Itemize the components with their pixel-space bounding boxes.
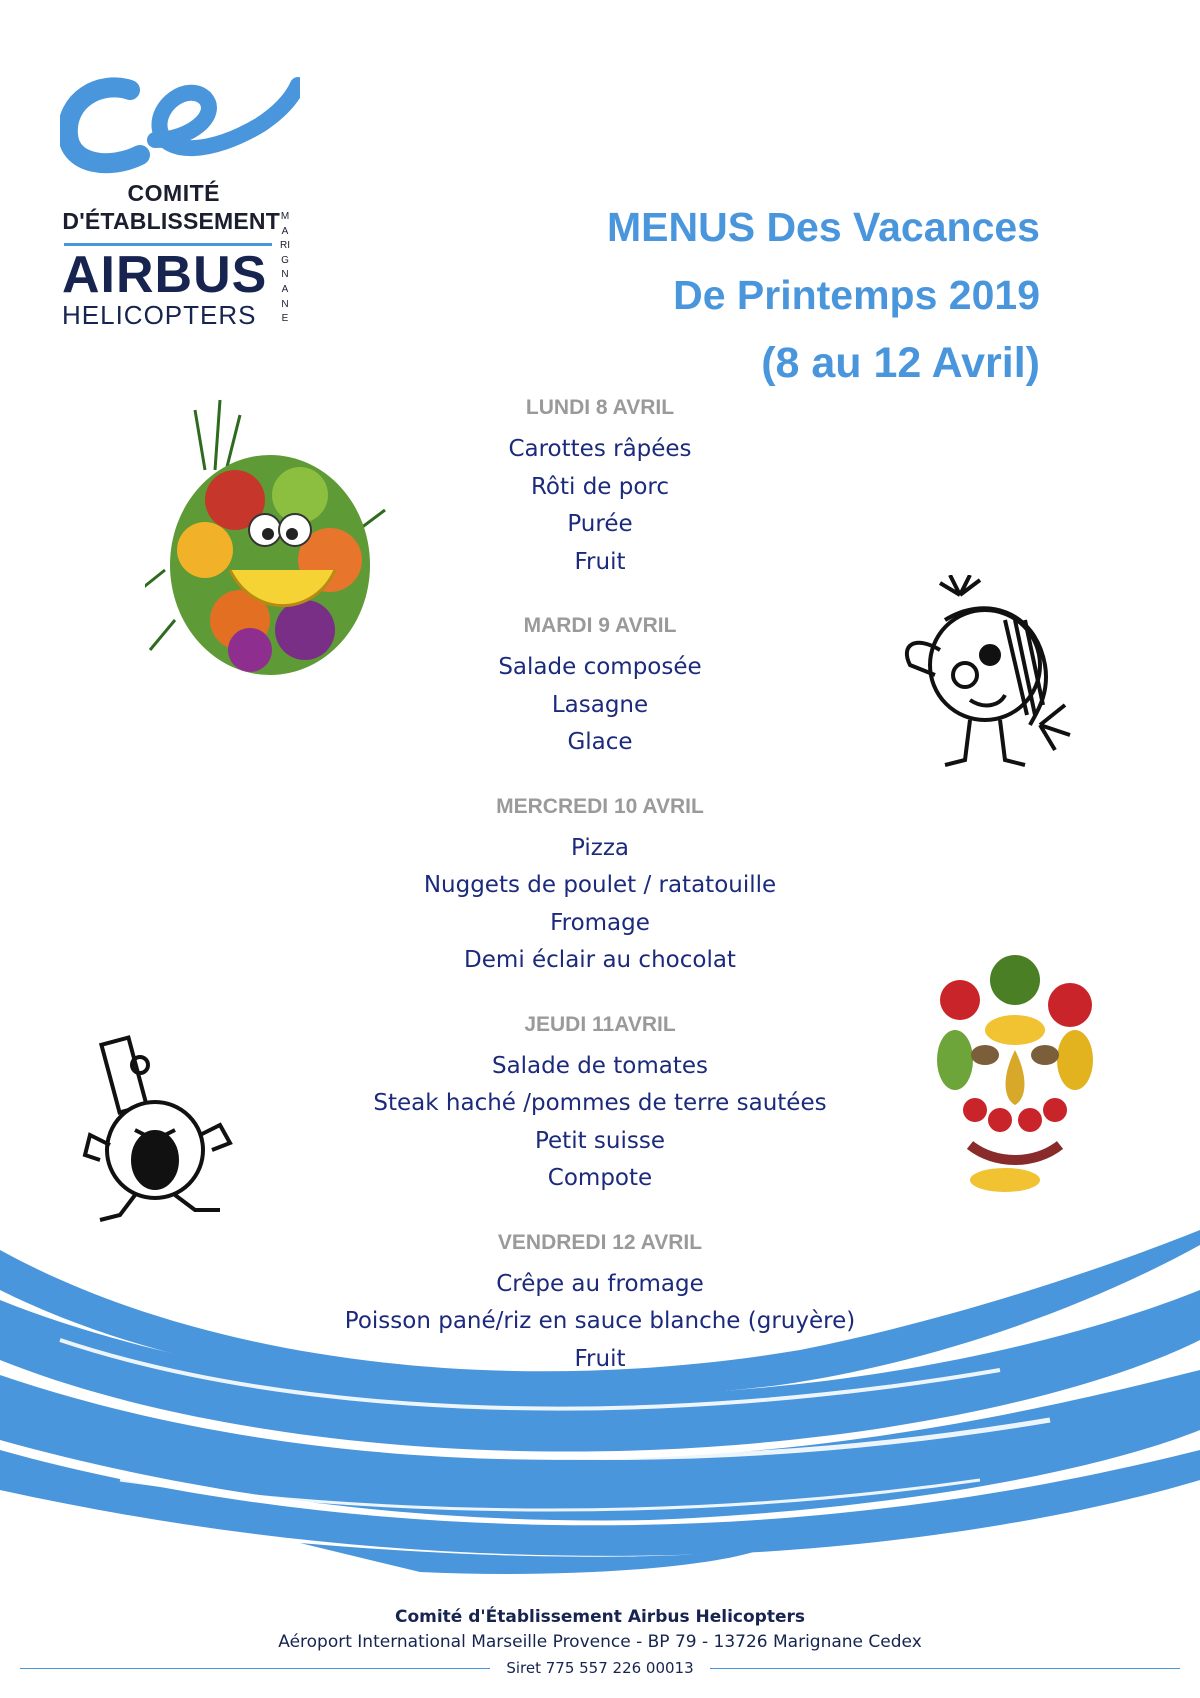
ce-airbus-logo <box>60 70 300 330</box>
dish-item: Carottes râpées <box>508 436 692 462</box>
footer-rule-right <box>710 1668 1180 1669</box>
day-name: JEUDI 11AVRIL <box>524 1012 676 1036</box>
dish-item: Nuggets de poulet / ratatouille <box>423 872 777 898</box>
logo-comite-text: COMITÉ <box>127 180 220 206</box>
footer-siret: Siret 775 557 226 00013 <box>494 1655 705 1681</box>
dish-item: Rôti de porc <box>530 473 670 500</box>
dish-item: Demi éclair au chocolat <box>464 947 736 973</box>
logo-helicopters-text: HELICOPTERS <box>62 300 257 330</box>
dish-item: Purée <box>567 511 633 537</box>
dish-item: Salade composée <box>498 654 702 680</box>
dish-item: Pizza <box>571 834 629 861</box>
footer-siret-row <box>0 1655 1200 1681</box>
title-line-3: (8 au 12 Avril) <box>761 339 1040 387</box>
vegetable-face-icon <box>915 950 1115 1200</box>
title-line-1: MENUS Des Vacances <box>606 204 1040 250</box>
logo-airbus-text: AIRBUS <box>62 246 268 304</box>
ce-swirl-logo-icon <box>60 70 300 180</box>
footer <box>0 1605 1200 1681</box>
page-title <box>607 193 1040 397</box>
dish-item: Fruit <box>574 548 626 575</box>
little-miss-character-icon <box>885 575 1075 775</box>
dish-item: Salade de tomates <box>491 1052 709 1079</box>
dish-item: Lasagne <box>551 691 649 718</box>
day-name: LUNDI 8 AVRIL <box>525 396 675 419</box>
menu-day <box>300 1010 900 1198</box>
dish-item: Petit suisse <box>534 1127 665 1154</box>
menu-day <box>300 611 900 762</box>
dish-item: Steak haché /pommes de terre sautées <box>373 1090 827 1116</box>
logo-etablissement-text: D'ÉTABLISSEMENT <box>62 208 280 234</box>
day-name: MARDI 9 AVRIL <box>523 614 677 637</box>
menu-day <box>300 393 900 581</box>
title-line-2: De Printemps 2019 <box>673 272 1040 318</box>
footer-rule-left <box>20 1668 490 1669</box>
day-name: MERCREDI 10 AVRIL <box>496 794 704 818</box>
logo-marignane-text: MARIGNANE <box>280 211 290 325</box>
footer-organization: Comité d'Établissement Airbus Helicopters <box>394 1607 805 1627</box>
menu-day <box>300 1228 900 1379</box>
footer-address: Aéroport International Marseille Provence - BP 79 - 13726 Marignane Cedex <box>278 1632 922 1652</box>
mr-men-character-icon <box>80 1035 240 1235</box>
dish-item: Crêpe au fromage <box>496 1270 704 1297</box>
day-name: VENDREDI 12 AVRIL <box>497 1230 703 1254</box>
menu-day <box>300 792 900 980</box>
dish-item: Fruit <box>574 1345 626 1372</box>
dish-item: Poisson pané/riz en sauce blanche (gruyère) <box>344 1308 856 1334</box>
menu-list <box>300 393 900 1408</box>
dish-item: Glace <box>567 729 633 755</box>
dish-item: Compote <box>547 1165 653 1191</box>
dish-item: Fromage <box>550 909 650 936</box>
